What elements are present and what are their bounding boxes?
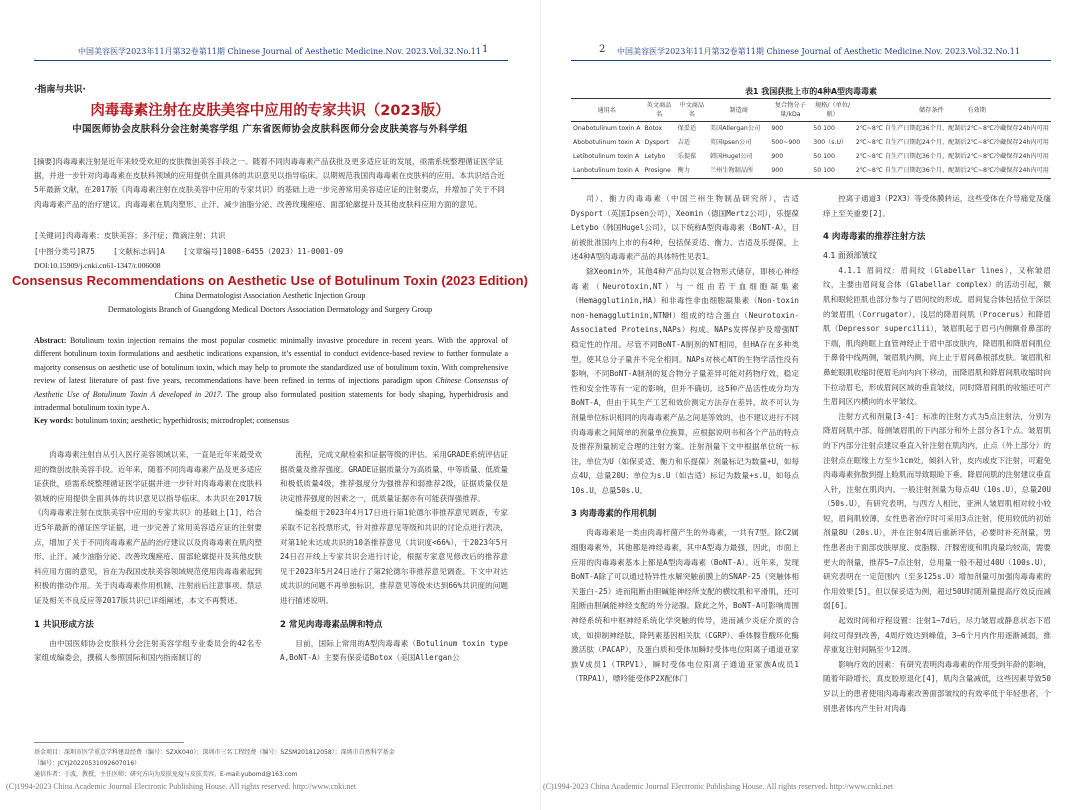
clc-value: R75 [81,247,95,256]
abstract-cn [34,155,508,212]
body-paragraph: 注射方式和剂量[3-4]：标准的注射方式为5点注射法，分别为降眉间肌中部、每侧皱眉肌的下内部分和外上部分各1个点。皱眉肌的下内部分注射点建议垂直入针注射在肌肉内，止点（外上部分）的注射点在眶缘上方至少1cm处，倾斜入针，皮内或皮下注射，可避免肉毒毒素弥散到提上睑肌而导致眼睑下垂。降眉间肌的注射建议垂直入针，注射在肌肉内。一般注射剂量为每点4U（10s.U），总量20U（50s.U），有研究表明，与西方人相比，亚洲人皱眉肌相对较小较短，眉间肌较薄，女性患者治疗时可采用3点注射，使用较低的初始剂量8U（20s.U），并在注射4周后重新评估，必要时补充剂量，男性患者由于面部皮肤厚度、皮脂腺、汗腺密度和肌肉量均较高，需要更大的剂量，推荐5~7点注射，总用量一般不超过40U（100s.U），研究表明在一定范围内（至多125s.U）增加剂量可加强肉毒毒素的作用效果[5]，但以保妥适为例，超过50U时随剂量提高疗效反而减弱[6]。 [823,411,1051,611]
footnote-correspondence: 通信作者：于波，教授，主任医师；研究方向为皮肤免疫与皮肤美容。E-mail:yubomd@163.com [34,771,298,778]
doc-code-value: A [160,247,165,256]
table-cell: 保妥适 [677,125,697,132]
body-paragraph: 肉毒毒素注射自从引入医疗美容领域以来，一直是近年来最受欢迎的微创皮肤美容手段。近年来，随着不同肉毒毒素产品及更多适应证获批，亟需系统整理循证医学证据并进一步针对肉毒毒素在皮肤科领域的应用提供全面具体的共识意见以指导临床。本共识在2017版《肉毒毒素注射在皮肤美容中应用的专家共识》的基础上[1]，结合近5年最新的循证医学证据，进一步完善了常用美容适应证的注射要点，增加了关于不同肉毒毒素产品的治疗建议以及肉毒毒素在肌肉塑形、止汗、减少油脂分泌、改善玫瑰痤疮、面部轮廓提升及其他皮肤科应用方面的意见，旨在为我国皮肤美容领域规范使用肉毒毒素起到积极的推动作用。关于肉毒毒素作用机制、注射前后注意事项、禁忌证及相关不良反应等2017版共识已详细阐述，本文不再赘述。 [34,450,262,605]
table-row [571,150,1051,164]
copyright-line: (C)1994-2023 China Academic Journal Electronic Publishing House. All rights reserved. http://www.cnki.net [6,782,357,791]
table-row [571,136,1051,150]
article-title-en: Consensus Recommendations on Aesthetic Use of Botulinum Toxin (2023 Edition) [11,273,529,288]
table-cell: 韩国Hugel公司 [709,153,753,160]
table-header: 英文商品名 [642,99,675,122]
header-rule [34,60,508,61]
authors-cn: 中国医师协会皮肤科分会注射美容学组 广东省医师协会皮肤科医师分会皮肤美容与外科学组 [72,124,468,135]
abstract-en-label: Abstract: [34,336,67,345]
table-header: 通用名 [571,99,642,122]
article-no-value: 1008-6455（2023）11-0001-09 [222,247,344,256]
table-cell: Abobotulinum toxin A [573,139,640,146]
body-column-2 [823,192,1051,716]
body-column-2 [280,448,508,666]
table-cell: 900 [771,153,784,160]
body-paragraph: 目前，国际上常用的A型肉毒毒素（Botulinum toxin type A,BoNT-A）主要有保妥适Botox（美国Allergan公 [280,638,508,663]
keywords-cn [34,230,225,241]
subsubsection-heading: 4.1.1 眉间纹： [838,265,901,275]
keywords-en-text: botulinum toxin; aesthetic; hyperhidrosis; microdroplet; consensus [73,416,289,426]
body-column-1 [571,192,799,687]
table-cell: 美国Allergan公司 [709,125,761,132]
table-cell: Prosigne [642,164,675,179]
section-heading: 4 肉毒毒素的推荐注射方法 [823,232,926,243]
doi: DOI:10.15909/j.cnki.cn61-1347/r.006008 [34,261,161,270]
table-cell: 900 [769,164,811,179]
body-paragraph: 流程，完成文献检索和证据等级的评估。采用GRADE系统评估证据质量及推荐强度。GRADE证据质量分为高质量、中等质量、低质量和极低质量4级，推荐强度分为强推荐和弱推荐2级，证据质量仅是决定推荐强度的因素之一，低质量证据亦有可能获得强推荐。 [280,450,508,503]
body-paragraph: 编委组于2023年4月17日进行第1轮德尔菲推荐意见调查，专家采取不记名投票形式，针对推荐意见等级和共识的讨论点进行表决，对第1轮未达成共识的10条推荐意见（共识度<66%），于2023年5月24日召开线上专家共识会进行讨论，根据专家意见修改后的推荐意见于2023年5月24日进行了第2轮德尔菲推荐意见调查。下文中对达成共识的问题不再单独标识，推荐意见等级未达到66%共识度的问题进行描述说明。 [280,508,508,605]
abstract-cn-text: 肉毒毒素注射是近年来较受欢迎的皮肤微创美容手段之一。随着不同肉毒毒素产品获批及更多适应证的发展，亟需系统整理循证医学证据，并进一步针对肉毒毒素在皮肤科领域的应用提供全面具体的共识意见以指导临床。以期规范我国肉毒毒素在皮肤科的应用。本共识结合近5年最新文献，在2017版《肉毒毒素注射在皮肤美容中应用的专家共识》的基础上进一步完善常用美容适应证的注射要点，并增加了关于不同肉毒毒素产品的治疗建议。肉毒毒素在肌肉塑形、止汗、减少油脂分泌、改善玫瑰痤疮、面部轮廓提升及其他皮肤科应用方面的意见。 [34,157,505,209]
page-number: 2 [599,44,606,55]
footnote-funding: 基金项目：深圳市医学重点学科建设经费（编号：SZXK040）；深圳市三名工程经费（编号：SZSM201812058）；深圳市自然科学基金 [34,749,395,756]
copyright-line: (C)1994-2023 China Academic Journal Electronic Publishing House. All rights reserved. http://www.cnki.net [543,782,894,791]
table-cell: 兰州生物制品所 [708,164,769,179]
keywords-en-label: Key words: [34,416,74,426]
body-paragraph [823,264,1051,410]
table-row [571,122,1051,137]
table-cell: Lanbotulinum toxin A [571,164,642,179]
drug-table [571,98,1051,179]
clc-label: [中图分类号] [34,247,82,256]
table-header [854,99,1051,122]
section-tag: ·指南与共识· [34,85,86,95]
body-column-1 [34,448,262,666]
table-row [571,164,1051,179]
table-cell: 50 100 [813,153,835,160]
running-head: 中国美容医学2023年11月第32卷第11期 Chinese Journal of Aesthetic Medicine.Nov. 2023.Vol.32.No.11 [617,47,1020,56]
table-cell: 50 100 [813,125,835,132]
table-cell: 50 100 [811,164,854,179]
body-paragraph: 司）、衡力肉毒毒素（中国兰州生物制品研究所），吉适Dysport（英国Ipsen公司），Xeomin（德国Mertz公司），乐提葆Letybo（韩国Hugel公司），以下统称A型肉毒毒素（BoNT-A），目前被批准国内上市的有4种，包括保妥适、衡力、吉适及乐提葆，上述4种A型肉毒毒素产品的具体特性见表1。 [571,194,799,262]
table-header: 规格/（单位/瓶） [811,99,854,122]
body-paragraph: 肉毒毒素是一类由肉毒杆菌产生的外毒素，一共有7型。除C2属细胞毒素外，其他都是神经毒素，其中A型毒力最强，因此，市面上应用的肉毒毒素基本上都是A型肉毒毒素（BoNT-A）。近年来，发现BoNT-A除了可以通过特异性水解突触前膜上的SNAP-25（突触体相关蛋白-25）进而阻断由胆碱能神经所支配的横纹肌和平滑肌，还可阻断由胆碱能神经支配的外分泌腺。除此之外，BoNT-A可影响周围神经系统和中枢神经系统化学突触的传导，进而减少炎症介质的合成，如抑制神经肽、降钙素基因相关肽（CGRP）、垂体腺苷酸环化酶激活肽（PACAP），及蛋白质和受体加瞬时受体电位阳离子通道亚家族V成员1（TRPV1），瞬时受体电位阳离子通道亚家族A成员1（TRPA1），嘌呤能受体P2X配体门 [571,528,799,684]
table-cell: 500~900 [771,139,801,146]
table-cell: 乐提葆 [677,153,697,160]
running-head: 中国美容医学2023年11月第32卷第11期 Chinese Journal of Aesthetic Medicine.Nov. 2023.Vol.32.No.11 [78,47,481,56]
table-cell: 2℃~8℃ 自生产日期起36个月，配制后2℃~8℃冷藏保存24h内可用 [854,164,1051,179]
table-header: 复合物分子量/kDa [769,99,811,122]
body-paragraph: 控离子通道3（P2X3）等受体膜转运，这些受体在介导痛觉及瘙痒上至关重要[2]。 [823,194,1051,218]
table-cell: 英国Ipsen公司 [709,139,752,146]
table-header-shelflife: 有效期 [967,106,986,114]
footnote-funding-2: （编号：JCYJ20220531092607016） [34,760,141,767]
table-header-storage: 储存条件 [918,106,944,114]
table-cell: 2℃~8℃ 自生产日期起24个月，配制后2℃~8℃冷藏保存24h内可用 [855,139,1049,146]
article-title-cn: 肉毒毒素注射在皮肤美容中应用的专家共识（2023版） [90,103,450,119]
table-cell: 300（s.U） [813,139,848,146]
table-title: 表1 我国获批上市的4种A型肉毒毒素 [744,87,878,96]
body-paragraph: 起效时间和疗程设置：注射1~7d后，尽力皱眉或静息状态下眉间纹可得到改善，4周疗效达到峰值，3~6个月内作用逐渐减弱，推荐重复注射间隔至少12周。 [823,616,1051,655]
section-heading: 2 常见肉毒毒素品牌和特点 [280,619,383,630]
table-cell: 2℃~8℃ 自生产日期起36个月，配制后2℃~8℃冷藏保存24h内可用 [855,125,1049,132]
table-cell: Letibotulinum toxin A [573,153,640,160]
table-cell: 衡力 [676,164,708,179]
body-paragraph: 除Xeomin外，其他4种产品均以复合物形式储存，即核心神经毒素（Neurotoxin,NT）与一组由若干血细胞凝集素（Hemagglutinin,HA）和非毒性非血细胞凝集素（Non-toxin non-hemagglutinin,NTNH）组成的结合蛋白（Neurotoxin-Associated Proteins,NAPs）构成。NAPs发挥保护及增强NT稳定性的作用。尽管不同BoNT-A制剂的NT相同，但HA存在多种类型，使其总分子量并不完全相同。NAPs对核心NT的生物学活性没有影响，不同BoNT-A制剂的复合物分子量差异可能对药物疗效、稳定性和安全性等有一定的影响，但并不确切。这5种产品活性成分均为BoNT-A，但由于其生产工艺和效价测定方法存在差异，故不可认为剂量单位标识相同的肉毒毒素产品之间是等效的，也不建议进行不同肉毒毒素之间简单的剂量单位换算，应根据说明书和各个产品的特点及推荐剂量制定合理的注射方案。注射剂量下文中根据单位统一标注，单位为U（如保妥适、衡力和乐提葆）剂量标记为数量+U，如每点4U，总量20U；单位为s.U（如吉适）标记为数量+s.U，如每点10s.U，总量50s.U。 [571,266,799,495]
abstract-cn-label: [摘要] [34,157,56,166]
table-cell: Onabotulinum toxin A [573,125,641,132]
body-paragraph: 由中国医师协会皮肤科分会注射美容学组专业委员会的42名专家组成编委会，撰稿人参照国际和国内指南制订的 [34,638,262,663]
section-heading: 3 肉毒毒素的作用机制 [571,509,657,520]
table-header: 中文商品名 [676,99,708,122]
page-number: 1 [482,44,489,55]
abstract-en-text-1: Botulinum toxin injection remains the most popular cosmetic minimally invasive procedure in recent years. With the approval of different botulinum toxin formulations and aesthetic indications expansion, it’s essential to conduct evidence-based review to further formulate a majority consensus on aesthetic use of botulinum toxin, which may help to promote the standardized use of botulinum toxin. With comprehensive review of latest literature of past five years, recommendations have been refined in terms of injections paradigm upon [34,336,508,386]
journal-page-right [540,0,1080,810]
subsection-heading: 4.1 面颈部皱纹 [823,251,877,261]
keywords-cn-text: 肉毒毒素；皮肤美容；多汗症；微滴注射；共识 [65,231,226,240]
author-en-2: Dermatologists Branch of Guangdong Medical Doctors Association Dermatology and Surgery Group [107,305,433,314]
table-header: 制造商 [708,99,769,122]
author-en-1: China Dermatologist Association Aesthetic Injection Group [174,291,366,300]
abstract-en [34,334,508,428]
table-cell: 900 [771,125,784,132]
table-cell: 吉适 [677,139,691,146]
body-text: 眉间纹（Glabellar lines），又称皱眉纹，主要由眉间复合体（Glabellar complex）的活动引起，额肌和眼轮匝肌也部分参与了眉间纹的形成。眉间复合体包括位于深层的皱眉肌（Corrugator）、浅层的降眉间肌（Procerus）和降眉肌（Depressor supercilii），皱眉肌起于眉弓内侧额骨鼻部的下端，肌肉跨眶上血管神经止于眉中部皮肤内，降眉肌和降眉间肌位于鼻骨中线两侧，皱眉肌内侧，向上止于眉间鼻根部皮肤。皱眉肌和鼻蛇眼肌收缩时使眉毛向内向下移动，而降眉肌和降眉间肌收缩时向下拉动眉毛，形成眉间区域的垂直皱纹，同时降眉间肌的收缩还可产生眉间区内横向的水平皱纹。 [823,265,1051,407]
table-cell: Letybo [644,153,666,160]
abstract-en-text-2: . The group also formulated position statements for body shaping, hyperhidrosis and intradermal botulinum toxin type A. [34,389,508,413]
table-cell: Botox [644,125,663,132]
table-header-row [571,99,1051,122]
doc-code-label: [文献标志码] [113,247,161,256]
body-paragraph: 影响疗效的因素：有研究表明肉毒毒素的作用受到年龄的影响，随着年龄增长，真皮胶原退化[4]，肌肉含量减低，这些因素导致50岁以上的患者使用肉毒毒素改善面部皱纹的有效率低于年轻患者，个别患者体内产生针对肉毒 [823,659,1051,713]
header-rule [571,60,1051,61]
section-heading: 1 共识形成方法 [34,619,94,630]
table-cell: Dysport [644,139,669,146]
abstract-en-italic: Chinese Consensus of Aesthetic Use of Botulinum Toxin A developed in 2017 [34,376,508,399]
classification-line [34,246,343,257]
table-cell: 2℃~8℃ 自生产日期起36个月，配制后2℃~8℃冷藏保存24h内可用 [855,153,1049,160]
footnote-rule [34,742,184,743]
keywords-cn-label: [关键词] [34,231,66,240]
article-no-label: [文章编号] [183,247,223,256]
